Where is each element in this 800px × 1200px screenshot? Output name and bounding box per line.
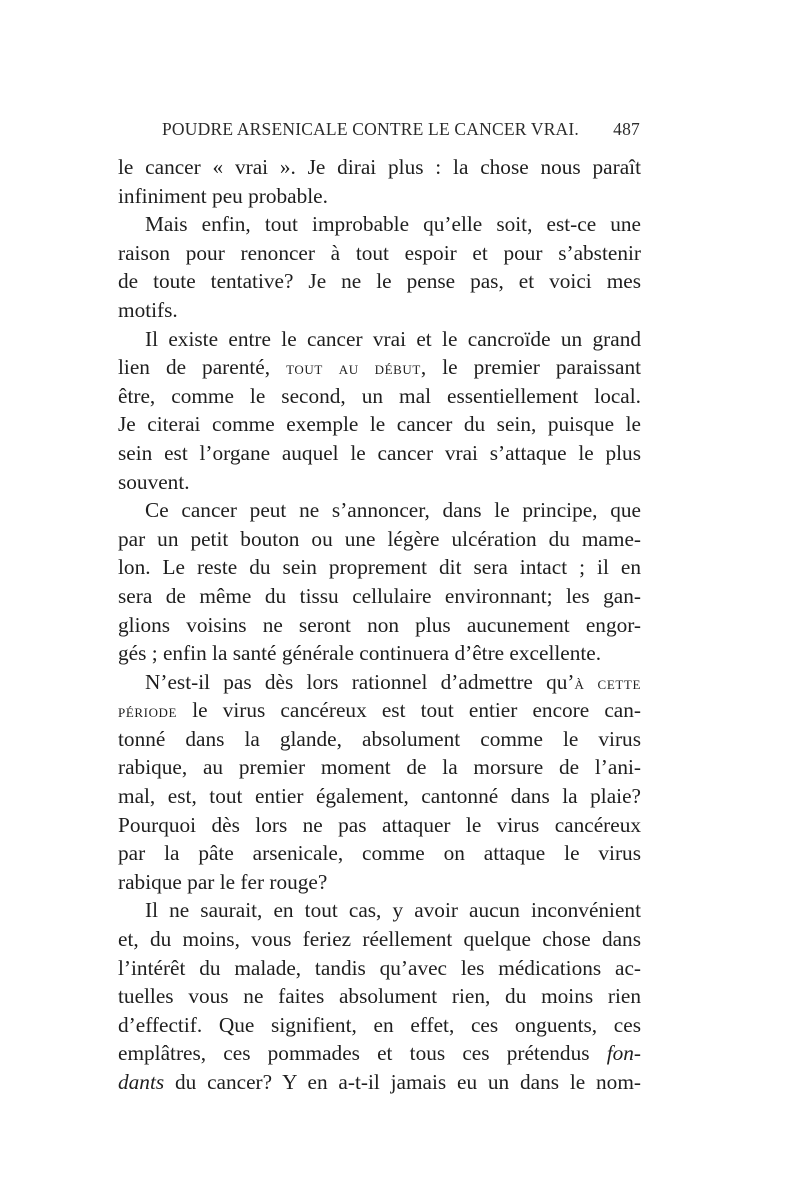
italic-text: dants <box>118 1070 165 1094</box>
small-caps-text: tout au début <box>286 358 421 379</box>
text-line <box>118 639 641 668</box>
text-line <box>118 954 641 983</box>
line-text: tonné dans la glande, absolument comme le virus <box>118 726 641 751</box>
line-text: du cancer? Y en a-t-il jamais eu un dans le nom- <box>164 1070 641 1094</box>
text-line <box>118 153 641 182</box>
line-text: le cancer « vrai ». Je dirai plus : la chose nous paraît <box>118 155 641 179</box>
italic-text: fon- <box>606 1041 641 1066</box>
text-line <box>118 1039 641 1068</box>
line-text: infiniment peu probable. <box>118 183 328 208</box>
text-line <box>118 839 641 868</box>
text-line <box>118 668 641 697</box>
text-line <box>118 725 641 754</box>
text-line <box>118 210 641 239</box>
text-line <box>118 553 641 582</box>
text-line <box>118 896 641 925</box>
line-text: et, du moins, vous feriez réellement quelque chose dans <box>118 927 641 952</box>
line-text: de toute tentative? Je ne le pense pas, et voici mes <box>118 269 641 294</box>
body-text <box>118 153 641 1097</box>
line-text: le virus cancéreux est tout entier encore can- <box>177 698 641 723</box>
line-text: raison pour renoncer à tout espoir et pour s’abstenir <box>118 240 641 265</box>
text-line <box>118 382 641 411</box>
line-text: motifs. <box>118 297 178 322</box>
small-caps-text: période <box>118 701 178 722</box>
text-line <box>118 325 641 354</box>
line-text: rabique par le fer rouge? <box>118 869 328 894</box>
text-line <box>118 782 641 811</box>
line-text: par la pâte arsenicale, comme on attaque le virus <box>118 841 641 866</box>
line-text: glions voisins ne seront non plus aucunement engor- <box>118 612 641 637</box>
text-line <box>118 811 641 840</box>
running-head <box>162 119 640 141</box>
line-text: emplâtres, ces pommades et tous ces prétendus <box>118 1041 607 1066</box>
line-text: gés ; enfin la santé générale continuera d’être excellente. <box>118 641 602 666</box>
line-text: mal, est, tout entier également, cantonné dans la plaie? <box>118 784 641 809</box>
line-text: Ce cancer peut ne s’annoncer, dans le principe, que <box>145 498 641 523</box>
line-text: Mais enfin, tout improbable qu’elle soit, est-ce une <box>145 212 641 237</box>
text-line <box>118 468 641 497</box>
line-text: Il ne saurait, en tout cas, y avoir aucun inconvénient <box>145 898 641 923</box>
line-text: , le premier paraissant <box>420 355 642 380</box>
text-line <box>118 1068 641 1097</box>
line-text: souvent. <box>118 469 190 494</box>
line-text: sera de même du tissu cellulaire environnant; les gan- <box>118 583 641 608</box>
line-text: Il existe entre le cancer vrai et le cancroïde un grand <box>145 326 641 351</box>
line-text: d’effectif. Que signifient, en effet, ces onguents, ces <box>118 1012 641 1037</box>
text-line <box>118 582 641 611</box>
text-line <box>118 1011 641 1040</box>
page-number: 487 <box>613 119 640 139</box>
text-line <box>118 496 641 525</box>
text-line <box>118 696 641 725</box>
line-text: par un petit bouton ou une légère ulcération du mame- <box>118 526 641 551</box>
text-line <box>118 296 641 325</box>
text-line <box>118 611 641 640</box>
text-line <box>118 353 641 382</box>
line-text: Je citerai comme exemple le cancer du sein, puisque le <box>118 412 641 437</box>
line-text: Pourquoi dès lors ne pas attaquer le virus cancéreux <box>118 812 641 837</box>
text-line <box>118 753 641 782</box>
line-text: sein est l’organe auquel le cancer vrai s’attaque le plus <box>118 440 641 465</box>
text-line <box>118 525 641 554</box>
text-line <box>118 182 641 211</box>
line-text: lien de parenté, <box>118 355 287 380</box>
line-text: être, comme le second, un mal essentiellement local. <box>118 383 641 408</box>
text-line <box>118 267 641 296</box>
text-line <box>118 925 641 954</box>
text-line <box>118 982 641 1011</box>
line-text: N’est-il pas dès lors rationnel d’admettre qu’ <box>145 669 575 694</box>
text-line <box>118 868 641 897</box>
text-line <box>118 239 641 268</box>
line-text: tuelles vous ne faites absolument rien, du moins rien <box>118 984 641 1009</box>
line-text: l’intérêt du malade, tandis qu’avec les médications ac- <box>118 955 641 980</box>
text-line <box>118 439 641 468</box>
running-head-title: POUDRE ARSENICALE CONTRE LE CANCER VRAI. <box>162 119 580 139</box>
small-caps-text: à cette <box>574 672 641 693</box>
text-line <box>118 410 641 439</box>
line-text: lon. Le reste du sein proprement dit sera intact ; il en <box>118 555 641 580</box>
line-text: rabique, au premier moment de la morsure de l’ani- <box>118 755 641 780</box>
